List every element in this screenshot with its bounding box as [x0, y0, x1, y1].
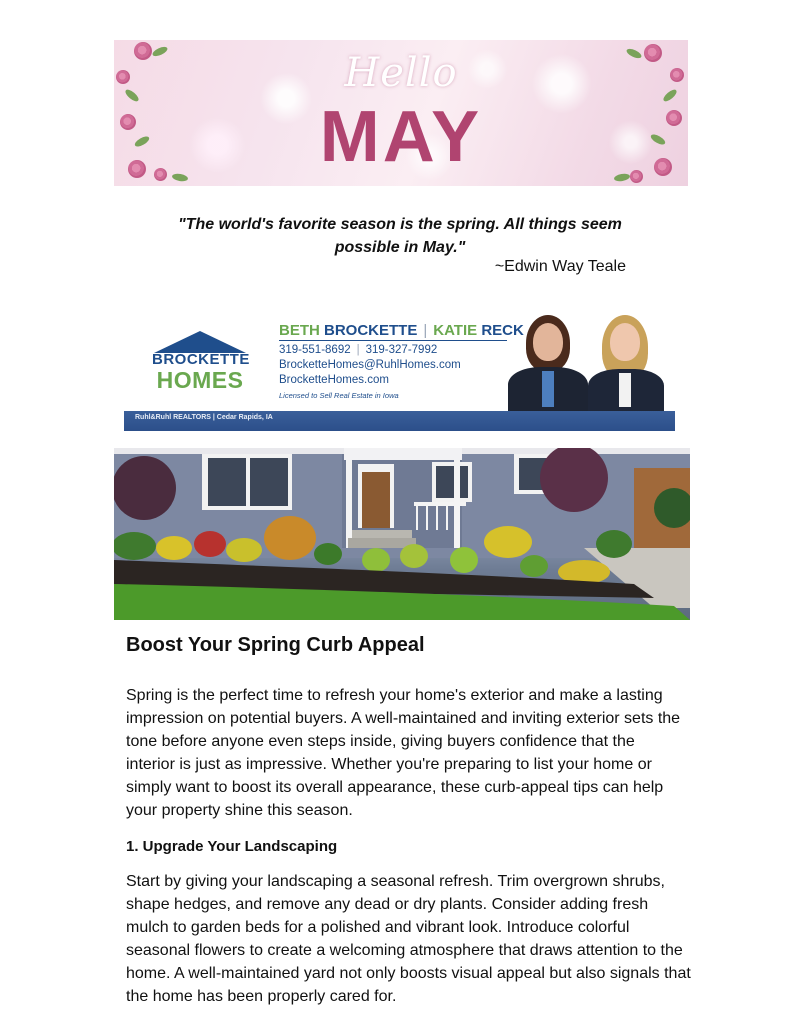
agent1-surname: BROCKETTE: [324, 322, 418, 339]
phone2-link[interactable]: 319-327-7992: [365, 344, 438, 356]
banner-month-text: MAY: [319, 97, 483, 177]
phone-numbers: [279, 344, 437, 356]
agent-names: [279, 322, 524, 339]
phone1-link[interactable]: 319-551-8692: [279, 344, 351, 356]
house-curb-appeal-photo: [114, 448, 690, 620]
agent2-name: KATIE RECK: [433, 322, 524, 339]
article-intro: Spring is the perfect time to refresh your home's exterior and make a lasting impression on potential buyers. A well-maintained and inviting exterior sets the tone before anyone even steps inside, giving buyers confidence that the interior is just as impressive. Whether you're preparing to list your home or simply want to boost its overall appearance, these curb-appeal tips can help your property shine this season.: [126, 687, 681, 819]
agent1-photo: [506, 315, 590, 411]
brokerage-text: Ruhl&Ruhl REALTORS | Cedar Rapids, IA: [135, 414, 273, 421]
card-divider: [279, 340, 507, 341]
logo-line1: BROCKETTE: [152, 351, 250, 368]
house-illustration: [114, 448, 690, 620]
name-separator: |: [423, 322, 428, 339]
email-link[interactable]: BrocketteHomes@RuhlHomes.com: [279, 359, 461, 371]
logo-line2: HOMES: [156, 367, 244, 393]
quote-attribution: ~Edwin Way Teale: [494, 258, 626, 275]
agent2-photo: [586, 315, 666, 411]
banner-hello-text: Hello: [344, 50, 458, 96]
agent2-surname: RECK: [481, 322, 524, 339]
phone-separator: |: [356, 344, 360, 356]
agent-card: [124, 309, 675, 431]
quote-text: "The world's favorite season is the spring. All things seem possible in May.": [178, 216, 622, 256]
license-text: Licensed to Sell Real Estate in Iowa: [279, 391, 399, 400]
section-heading: 1. Upgrade Your Landscaping: [126, 838, 338, 855]
hello-may-banner: [114, 40, 688, 186]
section-body: Start by giving your landscaping a seasonal refresh. Trim overgrown shrubs, shape hedges, and remove any dead or dry plants. Consider adding fresh mulch to garden beds for a polished and vibrant look. Introduce colorful seasonal flowers to create a welcoming atmosphere that draws attention to the home. A well-maintained yard not only boosts visual appeal but also signals that the home has been properly cared for.: [126, 873, 691, 1005]
article-title: Boost Your Spring Curb Appeal: [126, 634, 425, 656]
house-roof-icon: [154, 331, 246, 353]
agent1-name: BETH BROCKETTE: [279, 322, 418, 339]
website-link[interactable]: BrocketteHomes.com: [279, 374, 389, 386]
